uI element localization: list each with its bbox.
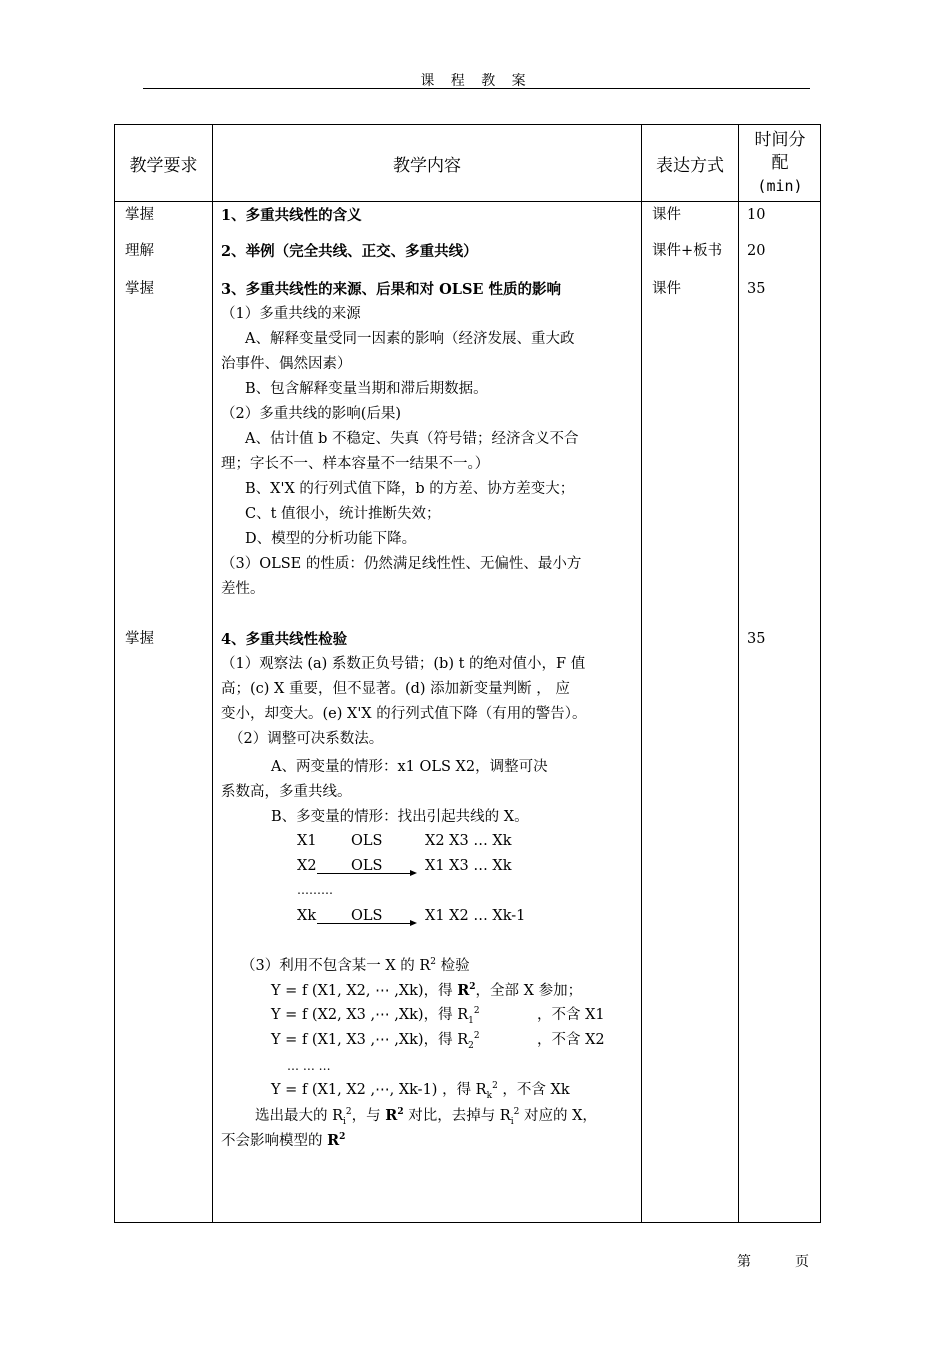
col-header-time-line1: 时间分	[754, 129, 806, 150]
row4-requirement: 掌握	[125, 631, 154, 647]
section3-line: B、X'X 的行列式值下降，b 的方差、协方差变大；	[245, 481, 575, 497]
regression-regressors: X2 X3 … Xk	[425, 833, 512, 849]
row1-requirement: 掌握	[125, 207, 154, 223]
col-header-content: 教学内容	[393, 155, 461, 176]
row1-method: 课件	[652, 207, 681, 223]
regression-regressors: X1 X2 … Xk-1	[425, 908, 526, 924]
section4-line: 高；(c) X 重要，但不显著。(d) 添加新变量判断 ， 应	[221, 681, 570, 697]
formula-line	[271, 1028, 480, 1053]
regression-ellipsis: ………	[297, 883, 333, 897]
row2-requirement: 理解	[125, 243, 154, 259]
formula-line	[271, 978, 582, 1004]
row3-title: 3、多重共线性的来源、后果和对 OLSE 性质的影响	[221, 281, 562, 298]
text: ，不含 Xk	[497, 1082, 570, 1098]
section4-line: 系数高，多重共线。	[221, 784, 352, 800]
section3-line: （2）多重共线的影响(后果)	[221, 406, 402, 422]
row2-title: 2、举例（完全共线、正交、多重共线）	[221, 243, 478, 260]
col-header-time	[739, 125, 821, 201]
section4-line: （2）调整可决系数法。	[229, 731, 384, 747]
section3-line: （1）多重共线的来源	[221, 306, 361, 322]
superscript: 2	[473, 1006, 480, 1017]
text: ，全部 X 参加；	[475, 983, 583, 999]
section4-line: A、两变量的情形：x1 OLS X2，调整可决	[271, 759, 548, 775]
formula-line	[271, 1003, 480, 1028]
col-header-time-line3: (min)	[757, 176, 803, 195]
text: 对应的 X，	[519, 1108, 597, 1124]
text: Y = f (X2, X3 ,⋯ ,Xk)，得 R	[271, 1007, 469, 1023]
row3-time: 35	[747, 281, 766, 297]
regression-arrow	[317, 873, 415, 874]
text: 对比，去掉与 R	[403, 1108, 511, 1124]
row2-time: 20	[747, 243, 766, 259]
page-header-title: 课 程 教 案	[420, 73, 532, 89]
subscript: k	[486, 1090, 493, 1101]
text: 不会影响模型的	[221, 1133, 328, 1149]
column-divider	[641, 125, 642, 1222]
section3-line: 差性。	[221, 581, 265, 597]
formula-line	[271, 1078, 570, 1103]
subscript: i	[343, 1116, 346, 1127]
formula-note: ，不含 X1	[537, 1007, 605, 1023]
superscript: 2	[469, 982, 476, 993]
subscript: 1	[468, 1015, 474, 1026]
row3-method: 课件	[652, 281, 681, 297]
footer-page-label: 第	[737, 1254, 751, 1270]
regression-method: OLS	[351, 833, 383, 849]
section3-line: A、解释变量受同一因素的影响（经济发展、重大政	[245, 331, 575, 347]
row1-title: 1、多重共线性的含义	[221, 207, 362, 224]
col-header-time-line2: 配	[771, 152, 789, 173]
row4-time: 35	[747, 631, 766, 647]
section4-line: （1）观察法 (a) 系数正负号错；(b) t 的绝对值小，F 值	[221, 656, 586, 672]
superscript: 2	[345, 1107, 352, 1118]
subscript: i	[510, 1116, 514, 1127]
row4-title: 4、多重共线性检验	[221, 631, 348, 648]
section3-line: B、包含解释变量当期和滞后期数据。	[245, 381, 488, 397]
section3-line: D、模型的分析功能下降。	[245, 531, 417, 547]
text: Y = f (X1, X2, ⋯ ,Xk)，得	[271, 983, 458, 999]
regression-regressors: X1 X3 … Xk	[425, 858, 512, 874]
text: 检验	[436, 958, 470, 974]
col-header-requirement: 教学要求	[129, 155, 198, 176]
column-divider	[212, 125, 213, 1222]
regression-arrow	[317, 923, 415, 924]
superscript: 2	[513, 1107, 520, 1118]
lesson-plan-table	[114, 124, 821, 1223]
row1-time: 10	[747, 207, 766, 223]
text: ，与	[351, 1108, 386, 1124]
formula-line	[255, 1103, 597, 1129]
text: 选出最大的 R	[255, 1108, 344, 1124]
text: （3）利用不包含某一 X 的 R	[241, 958, 431, 974]
formula-ellipsis: … … …	[287, 1059, 331, 1073]
subscript: 2	[468, 1040, 474, 1051]
regression-dep: X2	[297, 858, 317, 874]
section4-line: 变小，却变大。(e) X'X 的行列式值下降（有用的警告）。	[221, 706, 587, 722]
text: Y = f (X1, X2 ,⋯, Xk-1) ，得 R	[271, 1082, 487, 1098]
formula-line	[221, 1128, 345, 1154]
text: R	[385, 1107, 398, 1124]
section3-line: 理；字长不一、样本容量不一结果不一。）	[221, 456, 490, 472]
superscript: 2	[492, 1081, 498, 1092]
text: R	[327, 1132, 340, 1149]
section3-line: （3）OLSE 的性质：仍然满足线性性、无偏性、最小方	[221, 556, 582, 572]
row3-requirement: 掌握	[125, 281, 154, 297]
text: R	[457, 982, 470, 999]
formula-note: ，不含 X2	[537, 1032, 605, 1048]
superscript: 2	[397, 1107, 404, 1118]
regression-method: OLS	[351, 908, 383, 924]
regression-method: OLS	[351, 858, 383, 874]
footer-page-suffix: 页	[795, 1254, 809, 1270]
section4-line: B、多变量的情形：找出引起共线的 X。	[271, 809, 529, 825]
section3-line: 治事件、偶然因素）	[221, 356, 352, 372]
header-row-divider	[115, 201, 820, 202]
header-rule	[143, 88, 810, 89]
section3-line: C、t 值很小，统计推断失效；	[245, 506, 441, 522]
superscript: 2	[339, 1132, 346, 1143]
row2-method: 课件+板书	[652, 243, 723, 259]
section4-3-heading	[241, 954, 470, 979]
section3-line: A、估计值 b 不稳定、失真（符号错；经济含义不合	[245, 431, 579, 447]
col-header-method: 表达方式	[656, 155, 724, 176]
text: Y = f (X1, X3 ,⋯ ,Xk)，得 R	[271, 1032, 469, 1048]
column-divider	[738, 125, 739, 1222]
superscript: 2	[473, 1031, 480, 1042]
superscript: 2	[430, 957, 437, 968]
regression-dep: Xk	[297, 908, 317, 924]
regression-dep: X1	[297, 833, 317, 849]
